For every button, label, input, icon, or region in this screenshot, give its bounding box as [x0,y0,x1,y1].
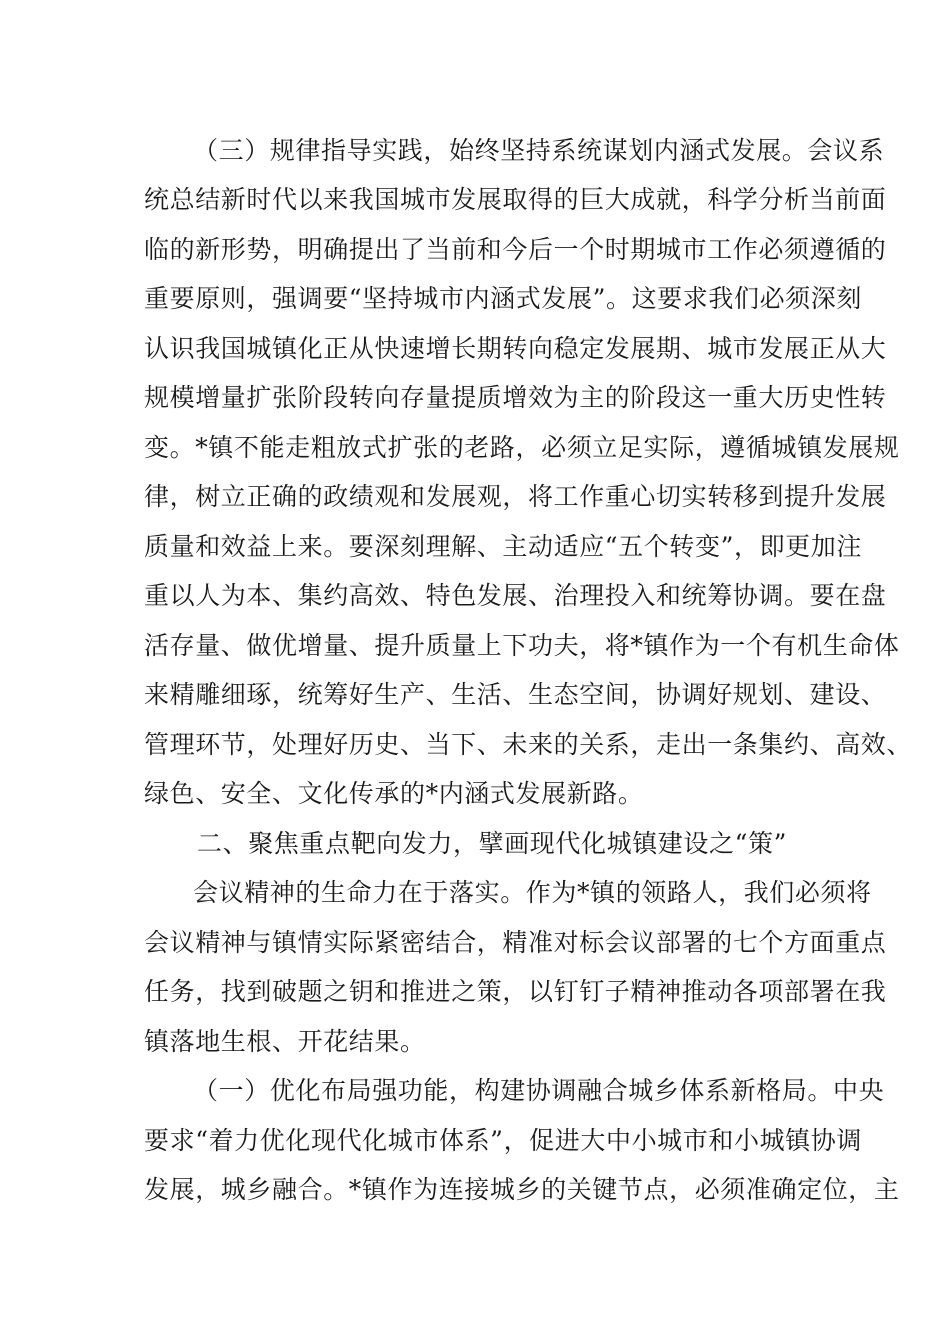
paragraph-line: 活存量、做优增量、提升质量上下功夫，将*镇作为一个有机生命体 [144,631,900,660]
paragraph-line: 重要原则，强调要“坚持城市内涵式发展”。这要求我们必须深刻 [144,284,862,313]
paragraph-line: 会议精神的生命力在于落实。作为*镇的领路人，我们必须将 [193,878,872,907]
paragraph-line: 质量和效益上来。要深刻理解、主动适应“五个转变”，即更加注 [144,532,862,561]
paragraph-line: 律，树立正确的政绩观和发展观，将工作重心切实转移到提升发展 [144,482,887,511]
section-heading: 二、聚焦重点靶向发力，擘画现代化城镇建设之“策” [197,829,787,858]
paragraph-line: 任务，找到破题之钥和推进之策，以钉钉子精神推动各项部署在我 [144,977,887,1006]
paragraph-line: 来精雕细琢，统筹好生产、生活、生态空间，协调好规划、建设、 [144,680,887,709]
paragraph-line: 镇落地生根、开花结果。 [144,1027,426,1056]
paragraph-line: 统总结新时代以来我国城市发展取得的巨大成就，科学分析当前面 [144,185,887,214]
paragraph-line: 会议精神与镇情实际紧密结合，精准对标会议部署的七个方面重点 [144,928,887,957]
paragraph-line: （一）优化布局强功能，构建协调融合城乡体系新格局。中央 [193,1076,885,1105]
paragraph-line: 临的新形势，明确提出了当前和今后一个时期城市工作必须遵循的 [144,235,887,264]
paragraph-line: 绿色、安全、文化传承的*内涵式发展新路。 [144,779,644,808]
paragraph-line: 认识我国城镇化正从快速增长期转向稳定发展期、城市发展正从大 [144,334,887,363]
paragraph-line: 规模增量扩张阶段转向存量提质增效为主的阶段这一重大历史性转 [144,383,887,412]
paragraph-line: （三）规律指导实践，始终坚持系统谋划内涵式发展。会议系 [193,136,885,165]
paragraph-line: 要求“着力优化现代化城市体系”，促进大中小城市和小城镇协调 [144,1126,862,1155]
paragraph-line: 变。*镇不能走粗放式扩张的老路，必须立足实际，遵循城镇发展规 [144,433,900,462]
paragraph-line: 发展，城乡融合。*镇作为连接城乡的关键节点，必须准确定位，主 [144,1175,900,1204]
paragraph-line: 重以人为本、集约高效、特色发展、治理投入和统筹协调。要在盘 [144,581,887,610]
paragraph-line: 管理环节，处理好历史、当下、未来的关系，走出一条集约、高效、 [144,730,913,759]
